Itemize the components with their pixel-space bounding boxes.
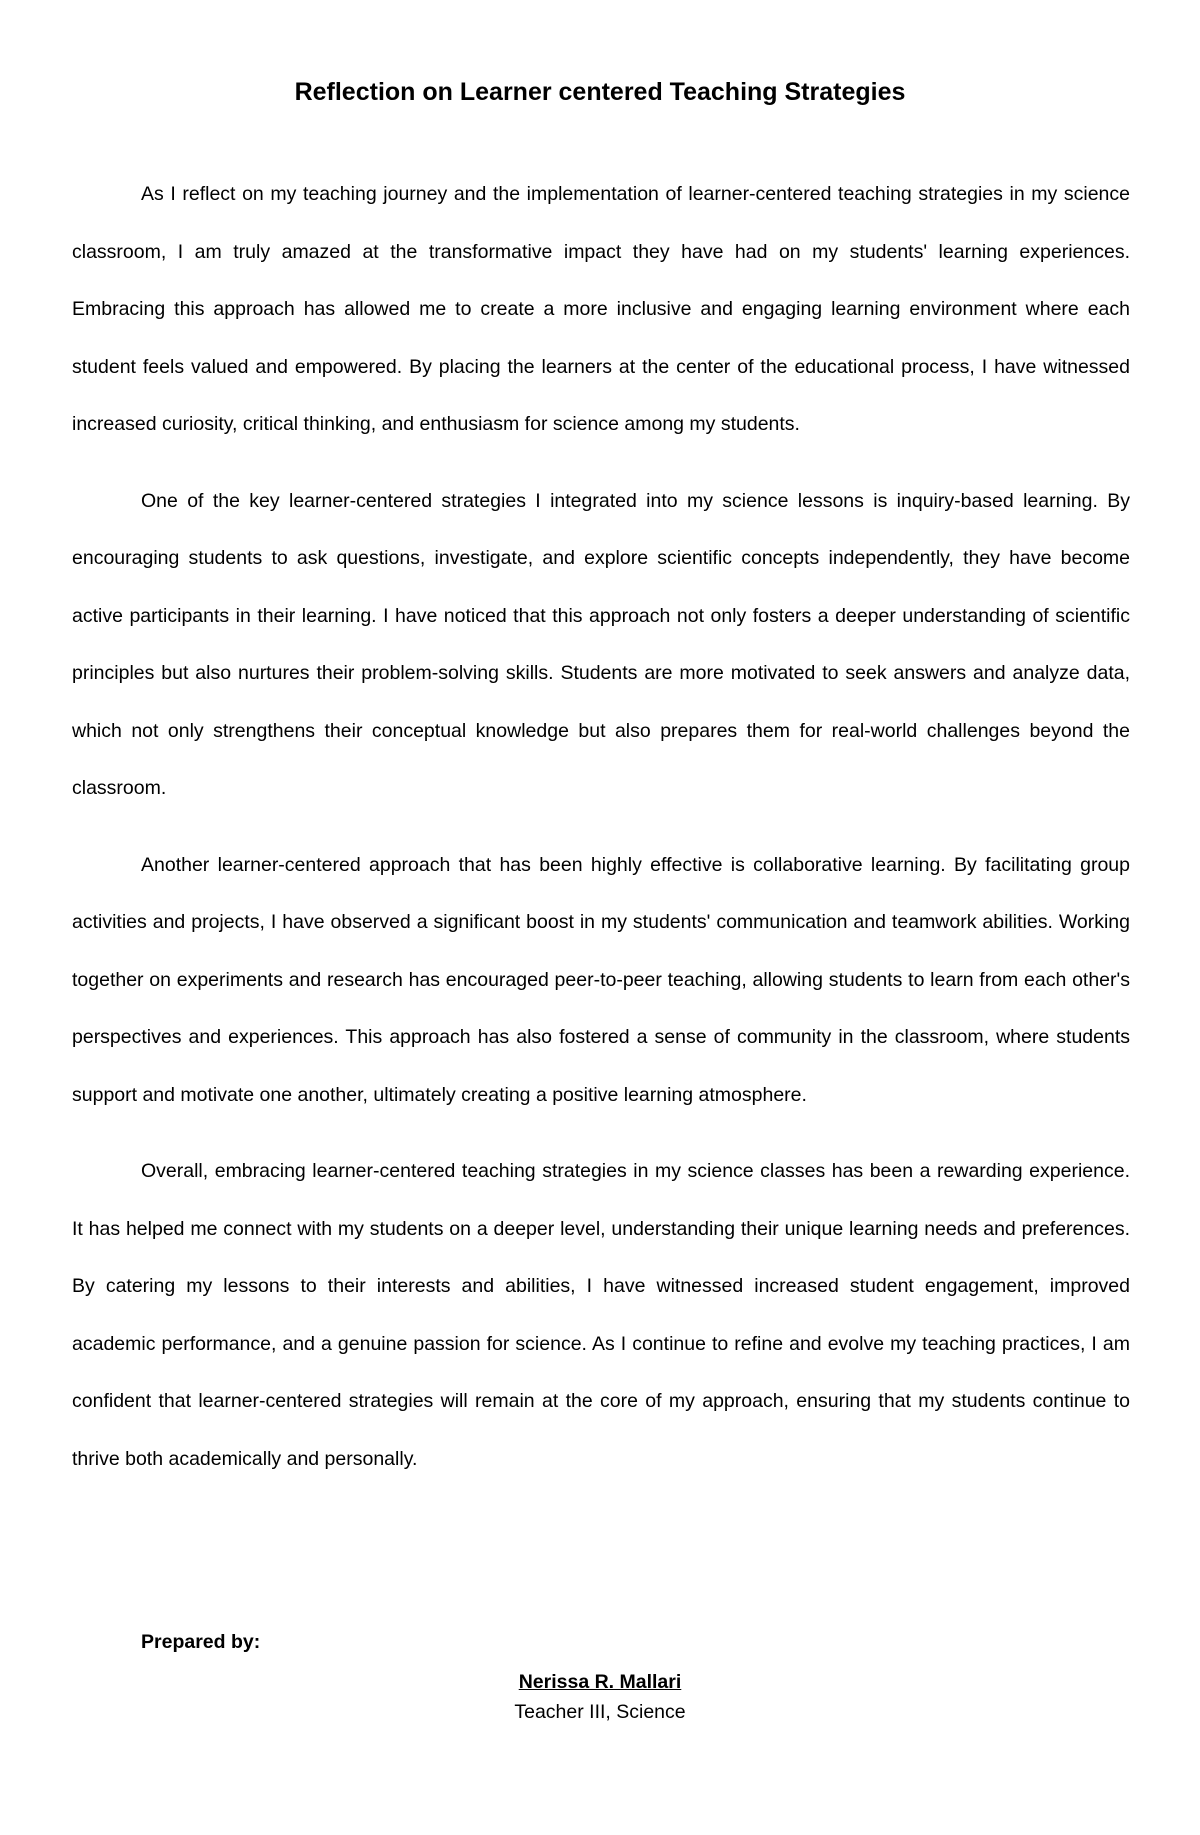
- document-body: [72, 166, 1130, 1507]
- signatory-name: Nerissa R. Mallari: [518, 1671, 682, 1693]
- paragraph-1: As I reflect on my teaching journey and the implementation of learner-centered teaching strategies in my science classroom, I am truly amazed at the transformative impact they have had on my students' learning experiences. Embracing this approach has allowed me to create a more inclusive and engaging learning environment where each student feels valued and empowered. By placing the learners at the center of the educational process, I have witnessed increased curiosity, critical thinking, and enthusiasm for science among my students.: [72, 183, 1130, 435]
- paragraph-3: Another learner-centered approach that has been highly effective is collaborative learning. By facilitating group activities and projects, I have observed a significant boost in my students' communication and teamwork abilities. Working together on experiments and research has encouraged peer-to-peer teaching, allowing students to learn from each other's perspectives and experiences. This approach has also fostered a sense of community in the classroom, where students support and motivate one another, ultimately creating a positive learning atmosphere.: [72, 853, 1130, 1106]
- paragraph-4: Overall, embracing learner-centered teaching strategies in my science classes has been a rewarding experience. It has helped me connect with my students on a deeper level, understanding their unique learning needs and preferences. By catering my lessons to their interests and abilities, I have witnessed increased student engagement, improved academic performance, and a genuine passion for science. As I continue to refine and evolve my teaching practices, I am confident that learner-centered strategies will remain at the core of my approach, ensuring that my students continue to thrive both academically and personally.: [72, 1160, 1130, 1470]
- signatory-position: Teacher III, Science: [514, 1701, 686, 1723]
- paragraph-2: One of the key learner-centered strategies I integrated into my science lessons is inquiry-based learning. By encouraging students to ask questions, investigate, and explore scientific concepts independently, they have become active participants in their learning. I have noticed that this approach not only fosters a deeper understanding of scientific principles but also nurtures their problem-solving skills. Students are more motivated to seek answers and analyze data, which not only strengthens their conceptual knowledge but also prepares them for real-world challenges beyond the classroom.: [72, 489, 1130, 799]
- prepared-by-label: Prepared by:: [141, 1631, 261, 1653]
- signature-block: [0, 1667, 1200, 1727]
- document-title: Reflection on Learner centered Teaching Strategies: [294, 78, 906, 106]
